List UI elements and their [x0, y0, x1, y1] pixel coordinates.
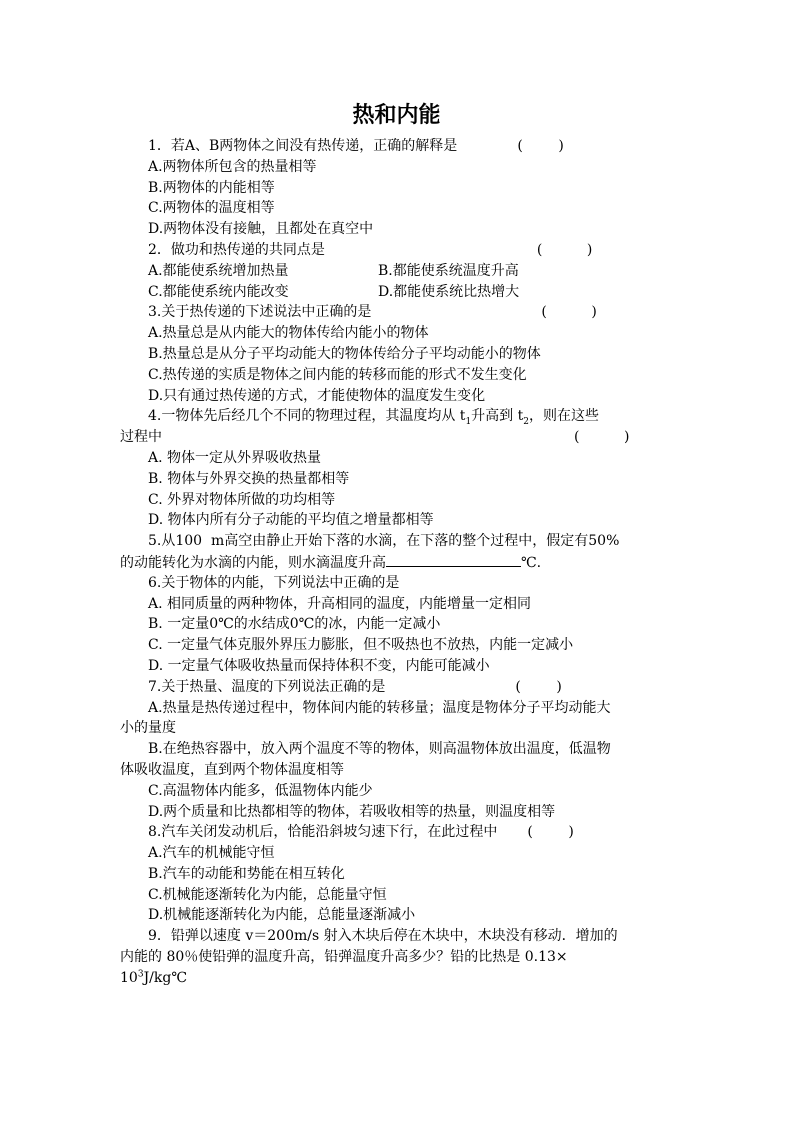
q3-stem: 3.关于热传递的下述说法中正确的是 [148, 304, 372, 321]
q2-option-a: A.都能使系统增加热量 [148, 262, 289, 279]
q2-option-b: B.都能使系统温度升高 [378, 262, 519, 279]
q6-stem: 6.关于物体的内能，下列说法中正确的是 [148, 574, 400, 591]
q3-option-d: D.只有通过热传递的方式，才能使物体的温度发生变化 [148, 387, 486, 404]
q2-options-row-1 [120, 261, 680, 282]
q7-option-c: C.高温物体内能多，低温物体内能少 [148, 782, 373, 799]
q6-option-c: C. 一定量气体克服外界压力膨胀，但不吸热也不放热，内能一定减小 [148, 637, 574, 654]
q2-stem: 2．做功和热传递的共同点是 [148, 241, 325, 258]
q4-answer-paren: ( ) [574, 429, 630, 446]
q1-option-b: B.两物体的内能相等 [148, 179, 275, 196]
q9-line-2: 内能的 80％使铅弹的温度升高，铅弹温度升高多少？铅的比热是 0.13× [120, 949, 568, 966]
q1-stem-line [120, 136, 680, 157]
q3-option-b: B.热量总是从分子平均动能大的物体传给分子平均动能小的物体 [148, 345, 541, 362]
question-list [120, 136, 680, 989]
q7-option-a-line-1: A.热量是热传递过程中，物体间内能的转移量；温度是物体分子平均动能大 [148, 699, 611, 716]
q3-option-c: C.热传递的实质是物体之间内能的转移而能的形式不发生变化 [148, 366, 527, 383]
q1-option-c: C.两物体的温度相等 [148, 200, 275, 217]
q8-option-b: B.汽车的动能和势能在相互转化 [148, 865, 345, 882]
q7-option-b-line-1: B.在绝热容器中，放入两个温度不等的物体，则高温物体放出温度，低温物 [148, 741, 611, 758]
q7-stem: 7.关于热量、温度的下列说法正确的是 [148, 678, 386, 695]
q3-option-a: A.热量总是从内能大的物体传给内能小的物体 [148, 325, 429, 342]
q5-line-1: 5.从100 m高空由静止开始下落的水滴，在下落的整个过程中，假定有50% [148, 533, 620, 550]
q6-option-d: D. 一定量气体吸收热量而保持体积不变，内能可能减小 [148, 657, 490, 674]
q1-answer-paren: ( ) [517, 138, 564, 154]
q7-option-d: D.两个质量和比热都相等的物体，若吸收相等的热量，则温度相等 [148, 803, 556, 820]
q4-stem-line-1 [120, 406, 680, 427]
q4-option-d: D. 物体内所有分子动能的平均值之增量都相等 [148, 512, 434, 529]
q4-stem-c: ，则在这些 [528, 408, 599, 425]
q1-option-d: D.两物体没有接触，且都处在真空中 [148, 221, 374, 238]
q8-option-a: A.汽车的机械能守恒 [148, 845, 275, 862]
q4-stem-line-2 [120, 427, 680, 448]
q7-option-b-line-2: 体吸收温度，直到两个物体温度相等 [120, 761, 344, 778]
q9-line-1: 9．铅弹以速度 v＝200m/s 射入木块后停在木块中，木块没有移动．增加的 [148, 928, 618, 945]
q2-options-row-2 [120, 282, 680, 303]
q6-option-b: B. 一定量0℃的水结成0℃的冰，内能一定减小 [148, 616, 441, 633]
q8-option-d: D.机械能逐渐转化为内能，总能量逐渐减小 [148, 907, 416, 924]
q9-line-3a: 10 [120, 969, 138, 986]
q5-line-2 [120, 552, 680, 573]
q4-option-c: C. 外界对物体所做的功均相等 [148, 491, 336, 508]
q4-stem-b: 升高到 t [471, 408, 524, 425]
q4-stem-a: 4.一物体先后经几个不同的物理过程，其温度均从 t [148, 408, 466, 425]
q7-option-a-line-2: 小的量度 [120, 720, 176, 737]
q4-stem-line2: 过程中 [120, 429, 162, 446]
q9-line-3b: J/kg℃ [143, 969, 187, 986]
q9-superscript: 3 [137, 969, 144, 980]
q7-stem-line [120, 677, 680, 698]
q8-stem: 8.汽车关闭发动机后，恰能沿斜坡匀速下行，在此过程中 [148, 824, 498, 841]
q1-stem: 1．若A、B两物体之间没有热传递，正确的解释是 [148, 138, 458, 154]
q2-answer-paren: ( ) [536, 241, 593, 258]
q8-option-c: C.机械能逐渐转化为内能，总能量守恒 [148, 886, 387, 903]
q3-answer-paren: ( ) [541, 304, 597, 321]
q7-answer-paren: ( ) [515, 678, 562, 695]
q4-subscript-1: 1 [465, 417, 472, 428]
q1-option-a: A.两物体所包含的热量相等 [148, 158, 317, 175]
q6-option-a: A. 相同质量的两种物体，升高相同的温度，内能增量一定相同 [148, 595, 532, 612]
q8-answer-paren: ( ) [527, 824, 574, 841]
q2-option-d: D.都能使系统比热增大 [378, 283, 520, 300]
q5-answer-blank[interactable] [386, 552, 521, 567]
q4-option-b: B. 物体与外界交换的热量都相等 [148, 470, 350, 487]
q8-stem-line [120, 822, 680, 843]
q4-subscript-2: 2 [523, 417, 529, 428]
page-title: 热和内能 [352, 102, 441, 128]
q4-option-a: A. 物体一定从外界吸收热量 [148, 449, 322, 466]
q5-line-2b: ℃. [521, 554, 542, 571]
q3-stem-line [120, 302, 680, 323]
q2-option-c: C.都能使系统内能改变 [148, 283, 289, 300]
q9-line-3 [120, 968, 680, 989]
q2-stem-line [120, 240, 680, 261]
q5-line-2a: 的动能转化为水滴的内能，则水滴温度升高 [120, 554, 386, 571]
